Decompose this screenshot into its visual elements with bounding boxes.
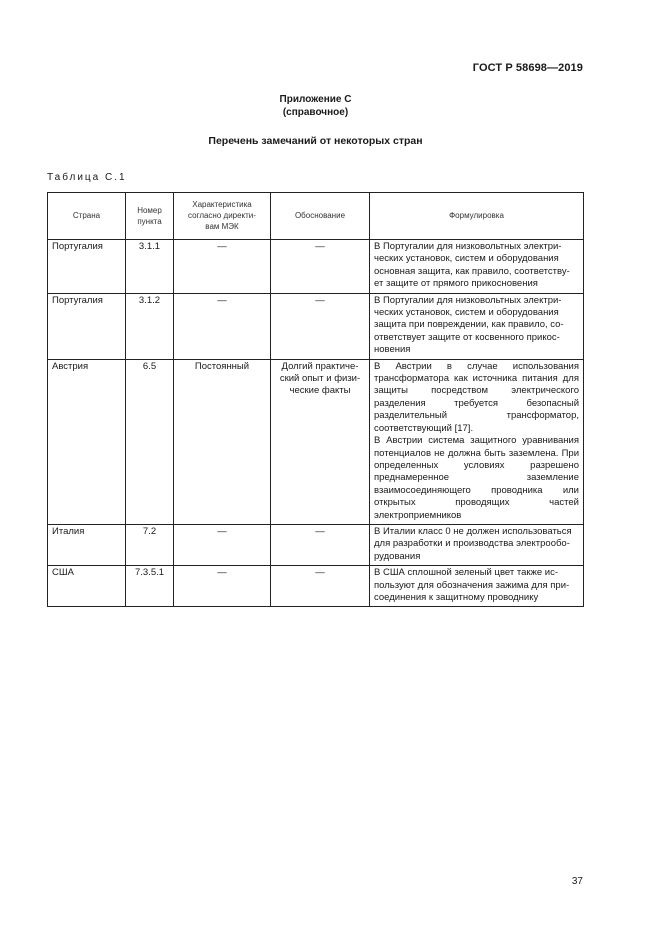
table-header-row bbox=[48, 193, 584, 240]
table-row bbox=[48, 359, 584, 524]
page-number: 37 bbox=[571, 876, 583, 887]
column-header-country: Страна bbox=[48, 193, 126, 240]
cell-clause: 3.1.1 bbox=[126, 240, 174, 294]
table-caption: Таблица С.1 bbox=[47, 172, 127, 183]
cell-characteristic: — bbox=[174, 524, 271, 565]
appendix-title: Приложение С bbox=[279, 94, 352, 105]
cell-country: Португалия bbox=[48, 240, 126, 294]
cell-wording: В Португалии для низковольтных электри- ческих установок, систем и оборудования основная защита, как правило, соответству- ет защите от прямого прикосновения bbox=[370, 240, 584, 294]
document-code: ГОСТ Р 58698—2019 bbox=[472, 62, 583, 74]
cell-justification: Долгий практиче- ский опыт и физи- ческие факты bbox=[271, 359, 370, 524]
cell-justification: — bbox=[271, 524, 370, 565]
table-row bbox=[48, 524, 584, 565]
cell-clause: 6.5 bbox=[126, 359, 174, 524]
cell-country: Австрия bbox=[48, 359, 126, 524]
appendix-subtitle: (справочное) bbox=[282, 107, 349, 118]
table-row bbox=[48, 240, 584, 294]
cell-characteristic: — bbox=[174, 566, 271, 607]
table-row bbox=[48, 566, 584, 607]
cell-country: США bbox=[48, 566, 126, 607]
column-header-justification: Обоснование bbox=[271, 193, 370, 240]
cell-justification: — bbox=[271, 240, 370, 294]
table-row bbox=[48, 293, 584, 359]
cell-wording: В Италии класс 0 не должен использоваться для разработки и производства электрообо- рудования bbox=[370, 524, 584, 565]
cell-clause: 3.1.2 bbox=[126, 293, 174, 359]
column-header-clause: Номер пункта bbox=[126, 193, 174, 240]
column-header-characteristic: Характеристика согласно директи- вам МЭК bbox=[174, 193, 271, 240]
column-header-wording: Формулировка bbox=[370, 193, 584, 240]
appendix-block bbox=[0, 93, 631, 119]
cell-characteristic: — bbox=[174, 293, 271, 359]
cell-justification: — bbox=[271, 566, 370, 607]
cell-clause: 7.2 bbox=[126, 524, 174, 565]
cell-country: Италия bbox=[48, 524, 126, 565]
country-remarks-table bbox=[47, 192, 584, 607]
cell-country: Португалия bbox=[48, 293, 126, 359]
cell-wording: В Португалии для низковольтных электри- ческих установок, систем и оборудования защита при повреждении, как правило, со- ответствует защите от косвенного прикос- новения bbox=[370, 293, 584, 359]
cell-wording: В США сплошной зеленый цвет также ис- пользуют для обозначения зажима для при- соединения к защитному проводнику bbox=[370, 566, 584, 607]
cell-characteristic: — bbox=[174, 240, 271, 294]
cell-clause: 7.3.5.1 bbox=[126, 566, 174, 607]
cell-wording: В Австрии в случае использования трансформатора как источника питания для защиты посредством электрического разделения требуется безопасный разделительный трансформатор, соответствующий [17]. В Австрии система защитного уравнивания потенциалов не должна быть заземлена. При определенных условиях разрешено преднамеренное заземление взаимосоединяющего проводника или открытых проводящих частей электроприемников bbox=[370, 359, 584, 524]
cell-justification: — bbox=[271, 293, 370, 359]
section-heading: Перечень замечаний от некоторых стран bbox=[208, 135, 423, 147]
cell-characteristic: Постоянный bbox=[174, 359, 271, 524]
